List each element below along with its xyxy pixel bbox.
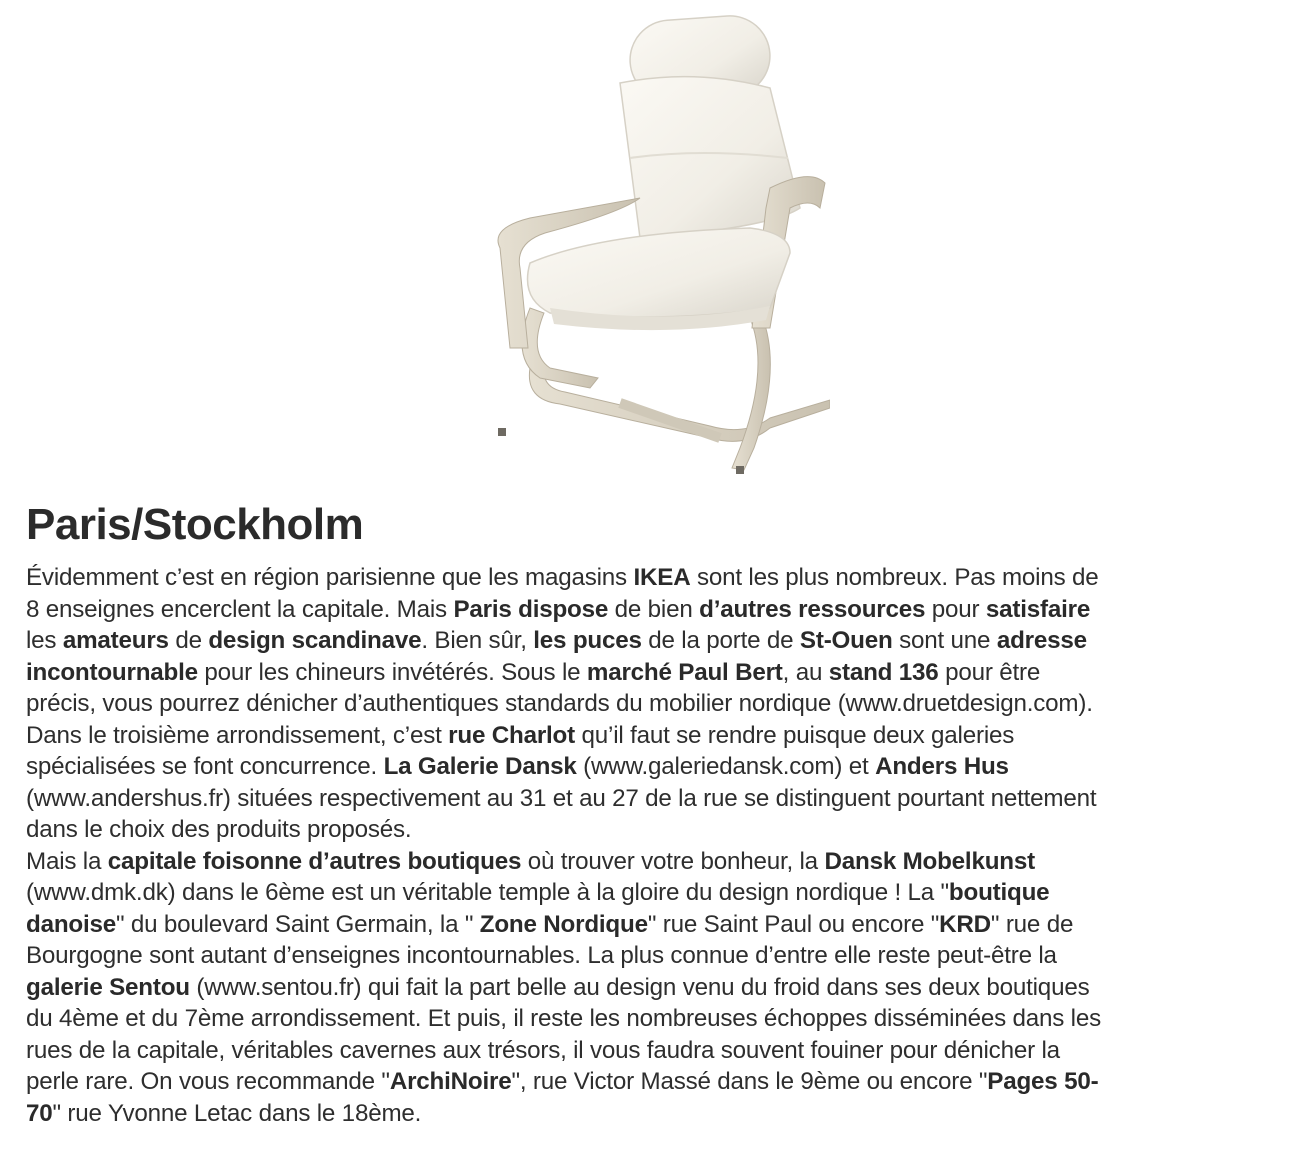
article-body [26,562,1288,1129]
text-line [26,1035,1288,1067]
text-line [26,625,1288,657]
text-line [26,972,1288,1004]
text-line [26,562,1288,594]
highlight-text: St-Ouen [799,627,893,654]
text-line [26,657,1288,689]
highlight-text: IKEA [633,564,691,591]
body-text-run: qu’il faut se rendre puisque deux galeries [575,721,1015,749]
text-line [26,909,1288,941]
body-text-run: rues de la capitale, véritables cavernes aux trésors, il vous faudra souvent fouiner pour dénicher la [26,1036,1060,1064]
highlight-text: marché Paul Bert [586,658,783,686]
body-text-run: pour les chineurs invétérés. Sous le [197,658,587,686]
body-text-run: du 4ème et du 7ème arrondissement. Et puis, il reste les nombreuses échoppes disséminées dans les [26,1005,1102,1032]
article-paragraph [26,846,1288,1130]
body-text-run: " du boulevard Saint Germain, la " [116,910,480,938]
body-text-run: (www.dmk.dk) dans le 6ème est un véritable temple à la gloire du design nordique ! La " [26,879,949,906]
body-text-run: précis, vous pourrez dénicher d’authentiques standards du mobilier nordique (www.druetdesign.com). [26,690,1093,717]
text-line [26,720,1288,752]
highlight-text: capitale foisonne d’autres boutiques [107,847,522,875]
text-line [26,688,1288,720]
highlight-text: KRD [939,910,991,938]
text-line [26,1066,1288,1098]
body-text-run: de la porte de [641,627,800,654]
text-line [26,814,1288,846]
body-text-run: pour être [938,658,1041,686]
body-text-run: où trouver votre bonheur, la [521,847,825,875]
body-text-run: . Bien sûr, [421,627,534,654]
body-text-run: de [168,627,209,654]
body-text-run: " rue Yvonne Letac dans le 18ème. [52,1099,422,1127]
highlight-text: les puces [533,627,642,654]
armchair-photo [470,8,830,478]
article-title: Paris/Stockholm [26,500,364,549]
body-text-run: sont les plus nombreux. Pas moins de [690,564,1099,591]
highlight-text: rue Charlot [448,721,575,749]
body-text-run: Dans le troisième arrondissement, c’est [26,721,449,749]
body-text-run: sont une [892,627,997,654]
body-text-run: dans le choix des produits proposés. [26,816,412,843]
text-line [26,594,1288,626]
highlight-text: amateurs [62,627,169,654]
text-line [26,783,1288,815]
body-text-run: , au [782,658,829,686]
highlight-text: danoise [26,910,116,938]
body-text-run: pour [925,595,986,623]
text-line [26,1003,1288,1035]
highlight-text: adresse [996,627,1087,654]
text-line [26,877,1288,909]
text-line [26,751,1288,783]
article-paragraph [26,562,1288,846]
highlight-text: Zone Nordique [479,910,648,938]
highlight-text: Paris dispose [453,595,609,623]
body-text-run: Évidemment c’est en région parisienne que les magasins [26,564,634,591]
body-text-run: perle rare. On vous recommande " [26,1068,390,1095]
highlight-text: d’autres ressources [699,595,926,623]
body-text-run: " rue de [990,910,1074,938]
body-text-run: Bourgogne sont autant d’enseignes incontournables. La plus connue d’entre elle reste peut-être la [26,942,1057,969]
highlight-text: galerie Sentou [26,973,190,1001]
highlight-text: ArchiNoire [389,1068,512,1095]
highlight-text: Dansk Mobelkunst [824,847,1035,875]
body-text-run: ", rue Victor Massé dans le 9ème ou encore " [511,1068,988,1095]
text-line [26,846,1288,878]
highlight-text: Anders Hus [875,753,1009,780]
highlight-text: La Galerie Dansk [383,753,577,780]
highlight-text: satisfaire [985,595,1091,623]
highlight-text: design scandinave [208,627,422,654]
highlight-text: boutique [948,879,1050,906]
text-line [26,940,1288,972]
highlight-text: stand 136 [828,658,939,686]
body-text-run: 8 enseignes encerclent la capitale. Mais [26,595,454,623]
body-text-run: les [26,627,63,654]
highlight-text: Pages 50- [987,1068,1099,1095]
body-text-run: " rue Saint Paul ou encore " [647,910,940,938]
text-line [26,1098,1288,1130]
highlight-text: incontournable [26,658,198,686]
body-text-run: de bien [608,595,700,623]
body-text-run: (www.galeriedansk.com) et [576,753,876,780]
body-text-run: spécialisées se font concurrence. [26,753,384,780]
body-text-run: Mais la [26,847,108,875]
highlight-text: 70 [26,1099,53,1127]
body-text-run: (www.andershus.fr) situées respectivement au 31 et au 27 de la rue se distinguent pourtant nettement [26,784,1097,812]
body-text-run: (www.sentou.fr) qui fait la part belle au design venu du froid dans ses deux boutiques [189,973,1090,1001]
